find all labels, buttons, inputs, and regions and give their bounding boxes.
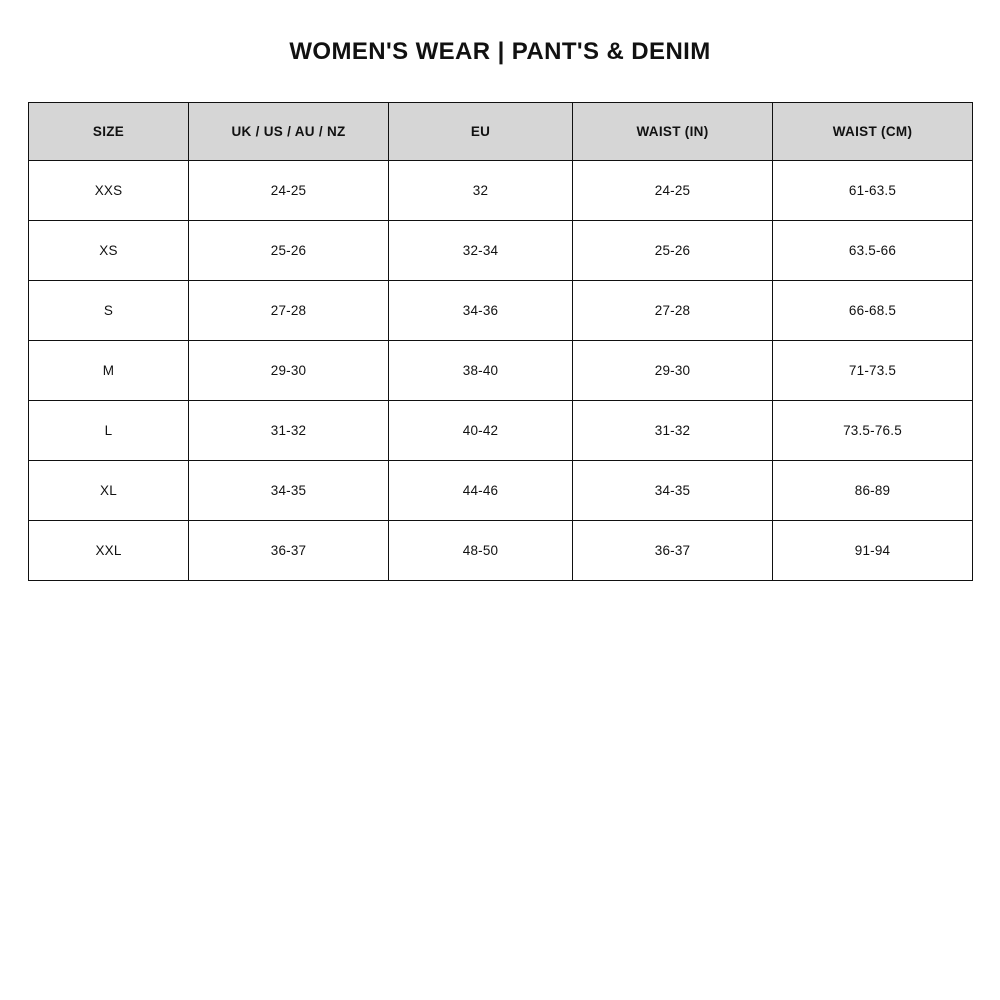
cell-size: XS xyxy=(29,221,189,281)
cell-waist-in: 34-35 xyxy=(573,461,773,521)
table-body xyxy=(29,161,973,581)
cell-waist-cm: 61-63.5 xyxy=(773,161,973,221)
cell-uk-us-au-nz: 24-25 xyxy=(189,161,389,221)
table-header-row xyxy=(29,103,973,161)
cell-waist-cm: 91-94 xyxy=(773,521,973,581)
cell-uk-us-au-nz: 31-32 xyxy=(189,401,389,461)
cell-waist-in: 29-30 xyxy=(573,341,773,401)
table-header xyxy=(29,103,973,161)
table-row xyxy=(29,521,973,581)
cell-uk-us-au-nz: 34-35 xyxy=(189,461,389,521)
cell-eu: 48-50 xyxy=(389,521,573,581)
table-row xyxy=(29,461,973,521)
table-row xyxy=(29,341,973,401)
cell-size: XXS xyxy=(29,161,189,221)
table-row xyxy=(29,401,973,461)
cell-uk-us-au-nz: 27-28 xyxy=(189,281,389,341)
cell-waist-cm: 63.5-66 xyxy=(773,221,973,281)
cell-waist-in: 36-37 xyxy=(573,521,773,581)
cell-size: L xyxy=(29,401,189,461)
column-header-size: SIZE xyxy=(29,103,189,161)
cell-waist-in: 24-25 xyxy=(573,161,773,221)
table-row xyxy=(29,161,973,221)
column-header-waist-cm: WAIST (CM) xyxy=(773,103,973,161)
cell-uk-us-au-nz: 36-37 xyxy=(189,521,389,581)
cell-size: XL xyxy=(29,461,189,521)
page-title: WOMEN'S WEAR | PANT'S & DENIM xyxy=(289,38,711,65)
cell-size: XXL xyxy=(29,521,189,581)
cell-waist-cm: 86-89 xyxy=(773,461,973,521)
column-header-waist-in: WAIST (IN) xyxy=(573,103,773,161)
cell-waist-cm: 66-68.5 xyxy=(773,281,973,341)
column-header-eu: EU xyxy=(389,103,573,161)
cell-waist-cm: 73.5-76.5 xyxy=(773,401,973,461)
cell-eu: 32-34 xyxy=(389,221,573,281)
cell-waist-in: 31-32 xyxy=(573,401,773,461)
cell-uk-us-au-nz: 29-30 xyxy=(189,341,389,401)
cell-size: M xyxy=(29,341,189,401)
size-chart-table-container xyxy=(28,102,972,581)
cell-eu: 32 xyxy=(389,161,573,221)
cell-waist-in: 25-26 xyxy=(573,221,773,281)
cell-size: S xyxy=(29,281,189,341)
size-chart-table xyxy=(28,102,973,581)
cell-eu: 40-42 xyxy=(389,401,573,461)
cell-waist-cm: 71-73.5 xyxy=(773,341,973,401)
cell-eu: 38-40 xyxy=(389,341,573,401)
column-header-uk-us-au-nz: UK / US / AU / NZ xyxy=(189,103,389,161)
cell-uk-us-au-nz: 25-26 xyxy=(189,221,389,281)
cell-eu: 34-36 xyxy=(389,281,573,341)
table-row xyxy=(29,281,973,341)
cell-waist-in: 27-28 xyxy=(573,281,773,341)
table-row xyxy=(29,221,973,281)
cell-eu: 44-46 xyxy=(389,461,573,521)
